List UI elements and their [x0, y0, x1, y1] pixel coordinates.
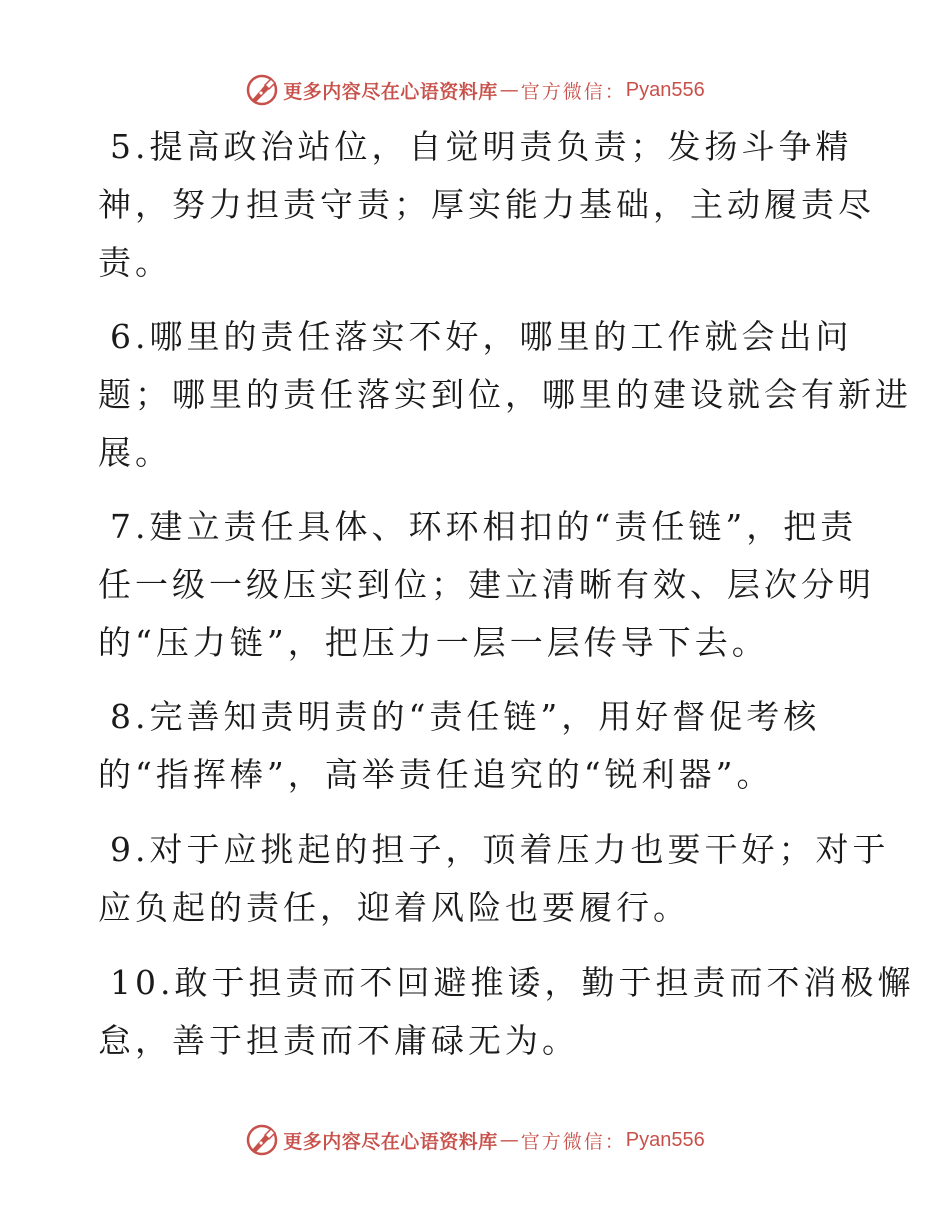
list-item-line: 的“压力链”，把压力一层一层传导下去。: [98, 623, 769, 662]
list-item-line: 5.提高政治站位，自觉明责负责；发扬斗争精: [110, 127, 853, 166]
list-item-line: 7.建立责任具体、环环相扣的“责任链”，把责: [110, 507, 858, 546]
list-item-line: 责。: [98, 243, 172, 282]
list-item-line: 展。: [98, 433, 172, 472]
list-item-line: 应负起的责任，迎着风险也要履行。: [98, 888, 690, 927]
pen-nib-logo-icon: [245, 1123, 279, 1157]
list-item-8: [98, 688, 858, 804]
list-item-line: 8.完善知责明责的“责任链”，用好督促考核: [110, 697, 821, 736]
list-item-line: 的“指挥棒”，高举责任追究的“锐利器”。: [98, 755, 774, 794]
banner-dash: —: [499, 79, 519, 101]
footer-banner: [0, 1120, 950, 1160]
list-item-line: 怠，善于担责而不庸碌无为。: [98, 1021, 579, 1060]
list-item-line: 任一级一级压实到位；建立清晰有效、层次分明: [98, 565, 875, 604]
banner-wechat-label: 官方微信：: [520, 1130, 626, 1153]
banner-wechat-label: 官方微信：: [520, 80, 626, 103]
list-item-7: [98, 498, 875, 672]
list-item-line: 10.敢于担责而不回避推诿，勤于担责而不消极懈: [110, 963, 915, 1002]
banner-dash: —: [499, 1129, 519, 1151]
banner-brand-text: 更多内容尽在心语资料库: [283, 80, 498, 103]
pen-nib-logo-icon: [245, 73, 279, 107]
header-banner: [0, 70, 950, 110]
list-item-10: [98, 954, 915, 1070]
list-item-line: 神，努力担责守责；厚实能力基础，主动履责尽: [98, 185, 875, 224]
list-item-line: 6.哪里的责任落实不好，哪里的工作就会出问: [110, 317, 853, 356]
list-item-line: 题；哪里的责任落实到位，哪里的建设就会有新进: [98, 375, 912, 414]
banner-wechat-id: Pyan556: [625, 78, 705, 101]
list-item-line: 9.对于应挑起的担子，顶着压力也要干好；对于: [110, 830, 890, 869]
list-item-9: [98, 821, 890, 937]
banner-wechat-id: Pyan556: [625, 1128, 705, 1151]
banner-brand-text: 更多内容尽在心语资料库: [283, 1130, 498, 1153]
list-item-6: [98, 308, 912, 482]
list-item-5: [98, 118, 875, 292]
